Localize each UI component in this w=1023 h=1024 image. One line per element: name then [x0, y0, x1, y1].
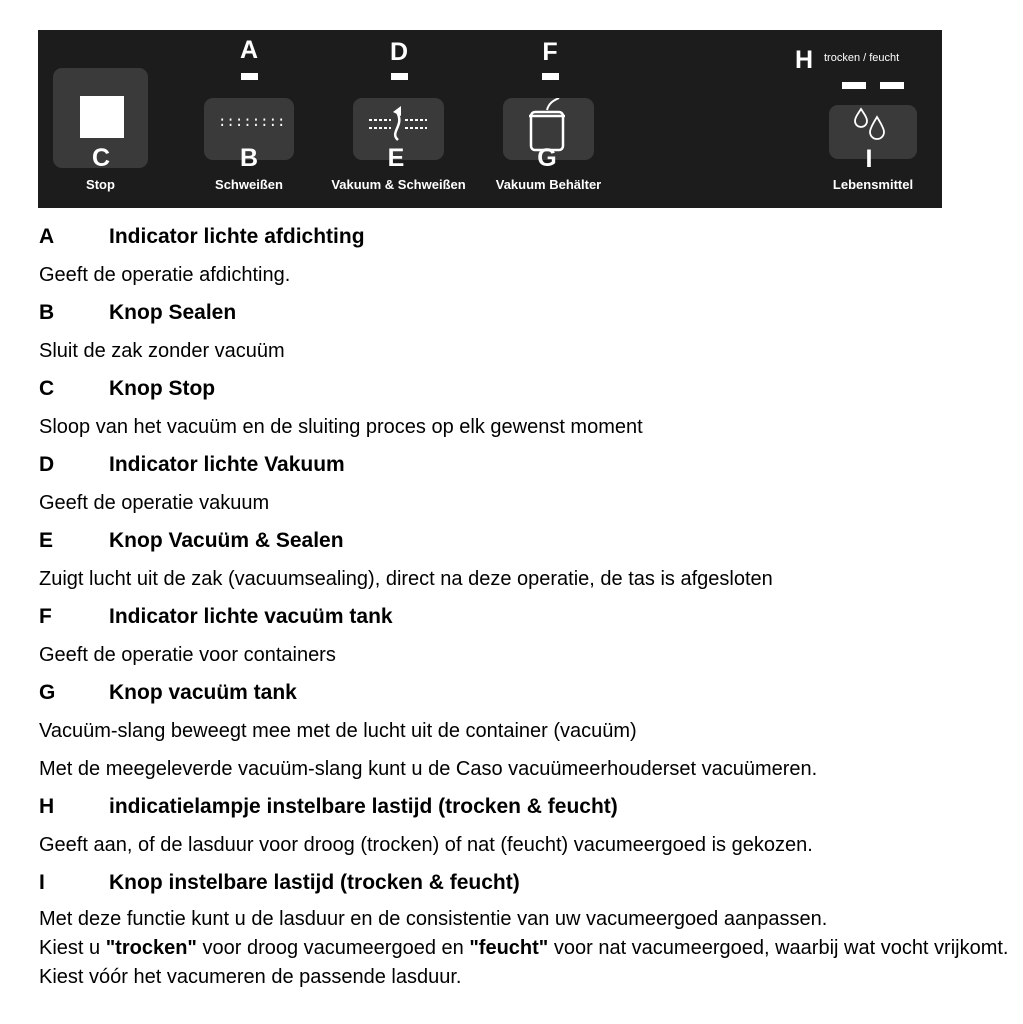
- indicator-d-letter: D: [389, 38, 409, 66]
- control-panel: [38, 30, 942, 208]
- vacuum-arrow-icon: [353, 98, 444, 148]
- legend-letter: D: [39, 453, 55, 476]
- legend-term-e: [39, 522, 1009, 560]
- legend-title: Indicator lichte vacuüm tank: [109, 605, 393, 628]
- legend-title: Knop vacuüm tank: [109, 681, 297, 704]
- indicator-d-led: [391, 73, 408, 80]
- seal-button[interactable]: [204, 98, 294, 172]
- legend-term-h: [39, 788, 1009, 826]
- vacuum-seal-button-letter: E: [387, 144, 405, 172]
- legend-desc: Geeft de operatie afdichting.: [39, 263, 291, 286]
- legend-letter: A: [39, 225, 55, 248]
- stop-square-icon: [80, 96, 124, 138]
- seal-button-letter: B: [239, 144, 259, 172]
- legend-desc-text: voor droog vacumeergoed en: [196, 937, 470, 959]
- legend-desc: Zuigt lucht uit de zak (vacuumsealing), direct na deze operatie, de tas is afgesloten: [39, 567, 773, 590]
- legend: [39, 218, 1009, 992]
- indicator-h-led-trocken: [842, 82, 866, 89]
- legend-desc-emphasis: "trocken": [105, 937, 197, 959]
- legend-desc-text: Kiest u: [39, 937, 106, 959]
- legend-desc: Geeft aan, of de lasduur voor droog (trocken) of nat (feucht) vacumeergoed is gekozen.: [39, 833, 813, 856]
- legend-letter: G: [39, 681, 56, 704]
- legend-title: indicatielampje instelbare lastijd (trocken & feucht): [109, 795, 618, 818]
- seal-caption: Schweißen: [215, 177, 283, 192]
- legend-term-i: [39, 864, 1009, 902]
- vacuum-seal-button[interactable]: [353, 98, 444, 172]
- food-button[interactable]: [829, 105, 917, 173]
- legend-term-g: [39, 674, 1009, 712]
- legend-title: Knop Vacuüm & Sealen: [109, 529, 344, 552]
- legend-desc-text: voor nat vacumeergoed, waarbij wat vocht vrijkomt. Kiest vóór het vacumeren de passende lasduur.: [39, 937, 1009, 988]
- legend-letter: F: [39, 605, 52, 628]
- seal-dots-icon: ::::::::: [218, 114, 286, 130]
- legend-term-c: [39, 370, 1009, 408]
- legend-desc: Sloop van het vacuüm en de sluiting proces op elk gewenst moment: [39, 415, 643, 438]
- legend-desc: Geeft de operatie voor containers: [39, 643, 336, 666]
- indicator-h-caption: trocken / feucht: [824, 52, 900, 64]
- container-caption: Vakuum Behälter: [495, 177, 602, 192]
- stop-button-letter: C: [91, 144, 111, 172]
- legend-title: Knop instelbare lastijd (trocken & feucht): [109, 871, 520, 894]
- indicator-f-led: [542, 73, 559, 80]
- legend-letter: H: [39, 795, 55, 818]
- food-caption: Lebensmittel: [832, 177, 914, 192]
- indicator-f-letter: F: [542, 38, 558, 66]
- vacuum-seal-caption: Vakuum & Schweißen: [331, 177, 466, 192]
- stop-button[interactable]: [53, 68, 148, 172]
- legend-title: Knop Stop: [109, 377, 216, 400]
- legend-letter: E: [39, 529, 54, 552]
- legend-desc-paragraph: [39, 902, 1009, 992]
- legend-term-d: [39, 446, 1009, 484]
- legend-letter: I: [39, 871, 45, 894]
- legend-title: Indicator lichte Vakuum: [109, 453, 345, 476]
- legend-term-a: [39, 218, 1009, 256]
- container-button[interactable]: [503, 98, 594, 172]
- indicator-h-led-feucht: [880, 82, 904, 89]
- indicator-a-letter: A: [239, 36, 259, 64]
- legend-desc: Vacuüm-slang beweegt mee met de lucht uit de container (vacuüm): [39, 719, 637, 742]
- legend-letter: C: [39, 377, 55, 400]
- indicator-a-led: [241, 73, 258, 80]
- legend-term-b: [39, 294, 1009, 332]
- legend-desc: Geeft de operatie vakuum: [39, 491, 270, 514]
- legend-desc-line: Met deze functie kunt u de lasduur en de consistentie van uw vacumeergoed aanpassen.: [39, 908, 828, 930]
- legend-letter: B: [39, 301, 55, 324]
- food-button-letter: I: [865, 145, 873, 173]
- indicator-h-letter: H: [794, 46, 814, 74]
- legend-desc-emphasis: "feucht": [469, 937, 549, 959]
- legend-desc-line: [39, 934, 1009, 992]
- legend-desc: Met de meegeleverde vacuüm-slang kunt u de Caso vacuümeerhouderset vacuümeren.: [39, 757, 818, 780]
- legend-desc: Sluit de zak zonder vacuüm: [39, 339, 285, 362]
- stop-caption: Stop: [86, 177, 115, 192]
- legend-term-f: [39, 598, 1009, 636]
- legend-title: Knop Sealen: [109, 301, 237, 324]
- legend-title: Indicator lichte afdichting: [109, 225, 365, 248]
- container-button-letter: G: [537, 144, 557, 172]
- water-drops-icon: [829, 105, 917, 145]
